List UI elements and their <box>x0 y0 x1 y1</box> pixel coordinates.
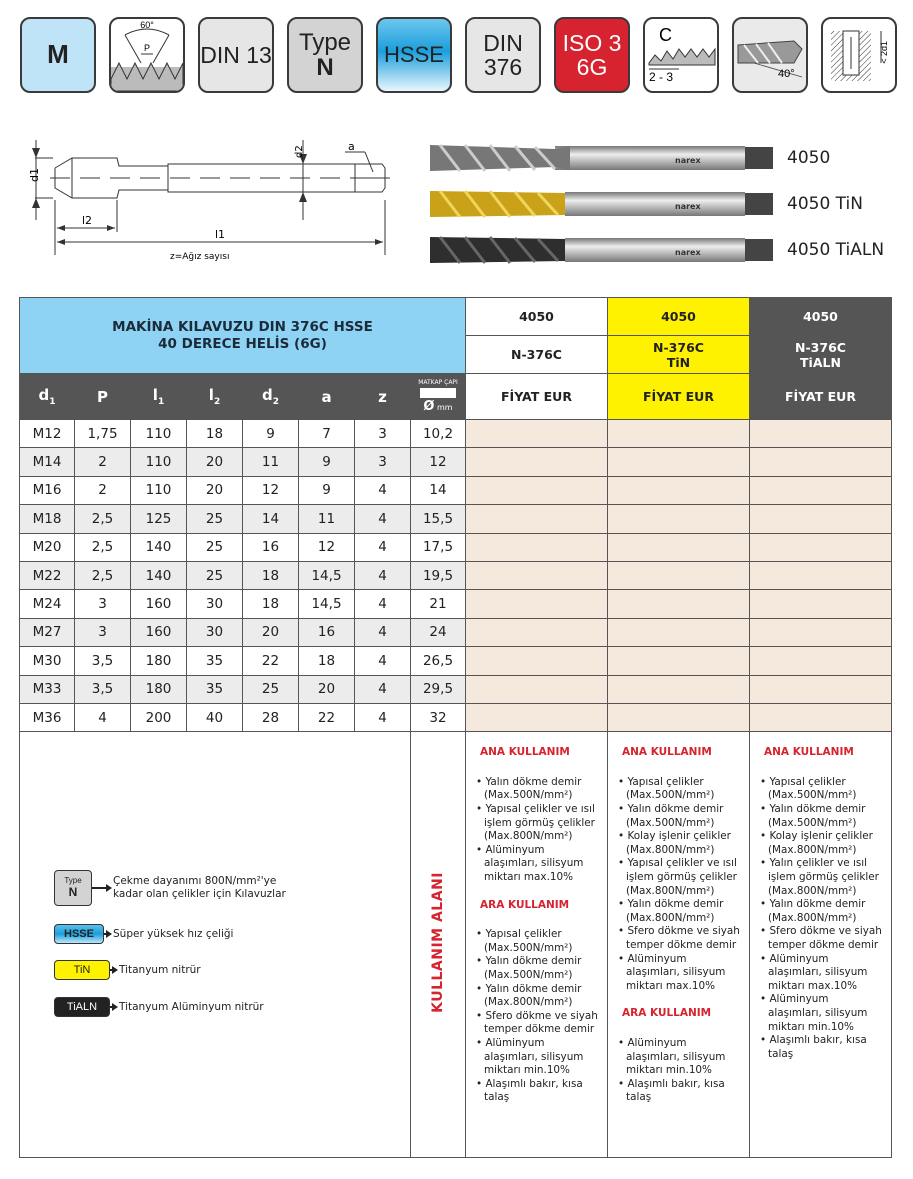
col-header-a <box>299 374 355 420</box>
col-header-sub: 1 <box>157 397 165 407</box>
l1-label: l1 <box>215 228 226 241</box>
depth-label: < 2d1 <box>879 41 889 64</box>
tin-badge: TiN <box>54 960 110 980</box>
dimension-cell: 3,5 <box>75 675 131 703</box>
table-row <box>20 647 892 675</box>
thread-size-cell: M16 <box>20 476 75 504</box>
dimension-cell: 4 <box>355 703 411 731</box>
hsse-icon <box>376 17 452 93</box>
dimension-cell: 180 <box>131 675 187 703</box>
dimension-cell: 3 <box>75 590 131 618</box>
usage-col <box>466 732 608 1158</box>
col-header-l2 <box>187 374 243 420</box>
diameter-icon: Ø <box>423 399 435 414</box>
dimension-cell: 19,5 <box>411 561 466 589</box>
dimension-cell: 11 <box>243 448 299 476</box>
price-header: FİYAT EUR <box>750 374 892 420</box>
dimension-cell: 22 <box>299 703 355 731</box>
usage-item: • Alaşımlı bakır, kısa talaş <box>474 1078 601 1105</box>
dimension-cell: 4 <box>355 675 411 703</box>
product-code: 4050 <box>466 298 608 336</box>
price-cell <box>750 476 892 504</box>
tialn-badge: TiALN <box>54 997 110 1017</box>
usage-item: • Yalın çelikler ve ısıl işlem görmüş çelikler (Max.800N/mm²) <box>758 857 885 898</box>
dimension-cell: 25 <box>187 561 243 589</box>
legend-text: Süper yüksek hız çeliği <box>113 928 234 941</box>
dimension-cell: 18 <box>299 647 355 675</box>
dimension-cell: 1,75 <box>75 420 131 448</box>
product-name-line1: N-376C <box>795 339 846 355</box>
dimension-cell: 29,5 <box>411 675 466 703</box>
usage-item: • Sfero dökme ve siyah temper dökme demir <box>474 1010 601 1037</box>
arrow-icon <box>92 887 110 889</box>
dimension-cell: 18 <box>243 590 299 618</box>
col-header-z <box>355 374 411 420</box>
product-name-line1: N-376C <box>511 347 562 362</box>
drill-unit: mm <box>437 403 453 412</box>
usage-item: • Yalın dökme demir (Max.800N/mm²) <box>616 898 743 925</box>
price-cell <box>750 505 892 533</box>
dimension-cell: 16 <box>299 618 355 646</box>
din376-line1: DIN <box>483 29 523 56</box>
dimension-cell: 2 <box>75 448 131 476</box>
chamfer-icon <box>643 17 719 93</box>
dimension-cell: 20 <box>299 675 355 703</box>
dimension-cell: 22 <box>243 647 299 675</box>
helix-angle-icon <box>732 17 808 93</box>
product-name-line2: TiALN <box>800 354 841 370</box>
price-cell <box>466 505 608 533</box>
usage-item: • Yapısal çelikler ve ısıl işlem görmüş çelikler (Max.800N/mm²) <box>474 803 601 844</box>
price-cell <box>466 590 608 618</box>
pitch-label: P <box>143 43 151 53</box>
usage-item: • Alaşımlı bakır, kısa talaş <box>616 1078 743 1105</box>
product-name <box>608 336 750 374</box>
l2-label: l2 <box>82 214 93 227</box>
type-n-badge <box>54 870 92 906</box>
price-cell <box>608 590 750 618</box>
drill-icon <box>420 388 456 398</box>
tap-dimension-diagram <box>20 130 400 270</box>
tap-label: 4050 <box>787 148 831 168</box>
col-header-sub: 2 <box>213 397 221 407</box>
dimension-cell: 4 <box>355 533 411 561</box>
din13-label: DIN 13 <box>200 41 272 68</box>
price-cell <box>608 505 750 533</box>
type-n-icon <box>287 17 363 93</box>
dimension-cell: 110 <box>131 448 187 476</box>
type-value: N <box>316 54 334 81</box>
price-cell <box>750 647 892 675</box>
table-row <box>20 505 892 533</box>
usage-item: • Alüminyum alaşımları, silisyum miktarı max.10% <box>758 953 885 994</box>
price-cell <box>750 675 892 703</box>
usage-section-title: ARA KULLANIM <box>480 898 570 911</box>
dimension-cell: 110 <box>131 476 187 504</box>
dimension-cell: 9 <box>299 476 355 504</box>
price-cell <box>750 590 892 618</box>
dimension-cell: 140 <box>131 533 187 561</box>
badge-text: N <box>68 885 78 900</box>
dimension-cell: 14,5 <box>299 590 355 618</box>
price-cell <box>466 561 608 589</box>
usage-item: • Yapısal çelikler ve ısıl işlem görmüş çelikler (Max.800N/mm²) <box>616 857 743 898</box>
dimension-cell: 4 <box>355 618 411 646</box>
dimension-cell: 32 <box>411 703 466 731</box>
tap-image-tin <box>430 187 775 221</box>
price-cell <box>608 703 750 731</box>
table-row <box>20 703 892 731</box>
price-cell <box>466 647 608 675</box>
thread-profile-icon <box>109 17 185 93</box>
usage-item: • Alüminyum alaşımları, silisyum miktarı max.10% <box>616 953 743 994</box>
arrow-icon <box>110 1006 116 1008</box>
dimension-cell: 3 <box>355 420 411 448</box>
price-header: FİYAT EUR <box>466 374 608 420</box>
diagram-caption: z=Ağız sayısı <box>170 252 230 262</box>
product-code: 4050 <box>608 298 750 336</box>
usage-side-label: KULLANIM ALANI <box>430 872 446 1014</box>
usage-section-title: ARA KULLANIM <box>622 1007 712 1020</box>
thread-size-cell: M27 <box>20 618 75 646</box>
col-header-sub: 2 <box>272 397 279 407</box>
dimension-cell: 40 <box>187 703 243 731</box>
usage-section-title: ANA KULLANIM <box>480 746 570 759</box>
tap-row <box>430 227 884 273</box>
col-header-text: d <box>38 386 50 404</box>
price-cell <box>466 533 608 561</box>
iso-line2: 6G <box>576 54 608 80</box>
hsse-badge: HSSE <box>54 924 104 944</box>
hsse-label: HSSE <box>384 42 444 68</box>
price-cell <box>608 533 750 561</box>
usage-item: • Yapısal çelikler (Max.500N/mm²) <box>616 776 743 803</box>
dimension-cell: 20 <box>243 618 299 646</box>
dimension-cell: 9 <box>243 420 299 448</box>
price-cell <box>608 476 750 504</box>
price-cell <box>608 647 750 675</box>
usage-item: • Yalın dökme demir (Max.500N/mm²) <box>474 776 601 803</box>
col-header-text: l <box>152 386 158 404</box>
dimension-cell: 30 <box>187 618 243 646</box>
dimension-cell: 25 <box>243 675 299 703</box>
din376-line2: 376 <box>483 54 523 80</box>
price-cell <box>750 561 892 589</box>
dimension-cell: 14 <box>243 505 299 533</box>
metric-thread-icon <box>20 17 96 93</box>
dimension-cell: 2,5 <box>75 505 131 533</box>
col-header-text: P <box>97 387 108 406</box>
usage-item: • Alüminyum alaşımları, silisyum miktarı min.10% <box>616 1037 743 1078</box>
price-cell <box>750 533 892 561</box>
dimension-cell: 35 <box>187 675 243 703</box>
din13-icon <box>198 17 274 93</box>
legend-item <box>54 960 201 980</box>
dimension-cell: 11 <box>299 505 355 533</box>
product-name <box>466 336 608 374</box>
thread-size-cell: M12 <box>20 420 75 448</box>
dimension-cell: 14,5 <box>299 561 355 589</box>
usage-item: • Yalın dökme demir (Max.800N/mm²) <box>474 983 601 1010</box>
chamfer-letter: C <box>659 25 672 45</box>
col-header-text: a <box>321 387 332 406</box>
dimension-cell: 18 <box>187 420 243 448</box>
usage-list <box>474 928 601 1105</box>
dimension-cell: 4 <box>355 561 411 589</box>
metric-label: M <box>47 39 69 70</box>
col-header-d2 <box>243 374 299 420</box>
price-cell <box>608 420 750 448</box>
dimension-cell: 10,2 <box>411 420 466 448</box>
type-label: Type <box>298 28 352 56</box>
usage-item: • Yalın dökme demir (Max.500N/mm²) <box>616 803 743 830</box>
badge-top: Type <box>64 876 82 886</box>
dimension-cell: 7 <box>299 420 355 448</box>
dimension-cell: 2,5 <box>75 561 131 589</box>
title-line2: 40 DERECE HELİS (6G) <box>158 335 327 352</box>
usage-item: • Yalın dökme demir (Max.800N/mm²) <box>758 898 885 925</box>
dimension-cell: 35 <box>187 647 243 675</box>
tap-row <box>430 135 884 181</box>
price-cell <box>750 448 892 476</box>
legend-text: Titanyum nitrür <box>119 964 201 977</box>
dimension-cell: 3 <box>355 448 411 476</box>
thread-size-cell: M36 <box>20 703 75 731</box>
price-cell <box>466 476 608 504</box>
dimension-cell: 12 <box>299 533 355 561</box>
table-row <box>20 476 892 504</box>
blind-hole-icon <box>821 17 897 93</box>
din376-icon <box>465 17 541 93</box>
col-header-text: d <box>261 386 273 404</box>
table-row <box>20 675 892 703</box>
angle-label: 60° <box>140 20 154 30</box>
col-header-sub: 1 <box>49 397 56 407</box>
legend-item <box>54 870 303 906</box>
usage-section-title: ANA KULLANIM <box>622 746 712 759</box>
dimension-cell: 110 <box>131 420 187 448</box>
table-title <box>20 298 466 374</box>
dimension-cell: 160 <box>131 590 187 618</box>
d2-label: d2 <box>294 145 305 158</box>
dimension-cell: 180 <box>131 647 187 675</box>
arrow-icon <box>104 933 110 935</box>
dimension-cell: 25 <box>187 533 243 561</box>
thread-size-cell: M18 <box>20 505 75 533</box>
dimension-cell: 14 <box>411 476 466 504</box>
col-header-d1 <box>20 374 75 420</box>
dimension-cell: 16 <box>243 533 299 561</box>
price-cell <box>608 675 750 703</box>
usage-item: • Alüminyum alaşımları, silisyum miktarı min.10% <box>474 1037 601 1078</box>
usage-item: • Sfero dökme ve siyah temper dökme demir <box>758 925 885 952</box>
price-cell <box>608 561 750 589</box>
col-header-l1 <box>131 374 187 420</box>
dimension-cell: 2 <box>75 476 131 504</box>
dimension-cell: 12 <box>411 448 466 476</box>
table-row <box>20 590 892 618</box>
usage-list <box>616 1037 743 1105</box>
usage-item: • Sfero dökme ve siyah temper dökme demir <box>616 925 743 952</box>
arrow-icon <box>110 969 116 971</box>
dimension-cell: 4 <box>355 647 411 675</box>
iso-line1: ISO 3 <box>562 29 622 56</box>
price-header: FİYAT EUR <box>608 374 750 420</box>
dimension-cell: 3,5 <box>75 647 131 675</box>
usage-item: • Alüminyum alaşımları, silisyum miktarı min.10% <box>758 993 885 1034</box>
product-name <box>750 336 892 374</box>
dimension-cell: 4 <box>75 703 131 731</box>
dimension-cell: 25 <box>187 505 243 533</box>
col-header-text: z <box>378 387 387 406</box>
dimension-cell: 24 <box>411 618 466 646</box>
table-row <box>20 618 892 646</box>
usage-item: • Yalın dökme demir (Max.500N/mm²) <box>474 955 601 982</box>
price-cell <box>466 420 608 448</box>
product-images <box>430 135 884 273</box>
usage-list <box>758 776 885 1061</box>
dimension-cell: 15,5 <box>411 505 466 533</box>
tap-image-uncoated <box>430 141 775 175</box>
col-header-p <box>75 374 131 420</box>
dimension-cell: 4 <box>355 590 411 618</box>
tap-image-tialn <box>430 233 775 267</box>
tap-label: 4050 TiN <box>787 194 863 214</box>
price-cell <box>750 618 892 646</box>
legend-text: Çekme dayanımı 800N/mm²'ye kadar olan çelikler için Kılavuzlar <box>113 875 286 901</box>
drill-header-top: MATKAP ÇAPI <box>418 379 458 386</box>
legend-cell <box>20 732 411 1158</box>
thread-size-cell: M30 <box>20 647 75 675</box>
usage-col <box>608 732 750 1158</box>
dimension-cell: 20 <box>187 448 243 476</box>
dimension-cell: 3 <box>75 618 131 646</box>
tap-label: 4050 TiALN <box>787 240 885 260</box>
usage-side-label-cell <box>411 732 466 1158</box>
dimension-cell: 160 <box>131 618 187 646</box>
price-cell <box>466 618 608 646</box>
usage-item: • Yalın dökme demir (Max.500N/mm²) <box>758 803 885 830</box>
dimension-cell: 4 <box>355 476 411 504</box>
brand-label: narex <box>675 156 701 165</box>
thread-size-cell: M24 <box>20 590 75 618</box>
dimension-cell: 21 <box>411 590 466 618</box>
dimension-cell: 2,5 <box>75 533 131 561</box>
dimension-cell: 26,5 <box>411 647 466 675</box>
thread-size-cell: M22 <box>20 561 75 589</box>
iso-tolerance-icon <box>554 17 630 93</box>
dimension-cell: 20 <box>187 476 243 504</box>
price-cell <box>466 448 608 476</box>
product-name-line2: TiN <box>666 354 691 370</box>
usage-list <box>616 776 743 994</box>
thread-size-cell: M14 <box>20 448 75 476</box>
title-line1: MAKİNA KILAVUZU DIN 376C HSSE <box>112 318 373 335</box>
legend-item <box>54 924 233 944</box>
chamfer-range: 2 - 3 <box>649 70 674 84</box>
col-header-drill <box>411 374 466 420</box>
dimension-cell: 28 <box>243 703 299 731</box>
brand-label: narex <box>675 248 701 257</box>
table-row <box>20 561 892 589</box>
dimension-cell: 4 <box>355 505 411 533</box>
product-code: 4050 <box>750 298 892 336</box>
usage-item: • Kolay işlenir çelikler (Max.800N/mm²) <box>758 830 885 857</box>
tap-row <box>430 181 884 227</box>
table-row <box>20 448 892 476</box>
table-row <box>20 420 892 448</box>
thread-size-cell: M20 <box>20 533 75 561</box>
dimension-cell: 18 <box>243 561 299 589</box>
dimension-cell: 30 <box>187 590 243 618</box>
price-cell <box>608 618 750 646</box>
price-cell <box>608 448 750 476</box>
usage-item: • Yapısal çelikler (Max.500N/mm²) <box>474 928 601 955</box>
usage-item: • Yapısal çelikler (Max.500N/mm²) <box>758 776 885 803</box>
dimension-cell: 12 <box>243 476 299 504</box>
dimension-cell: 17,5 <box>411 533 466 561</box>
dimension-cell: 140 <box>131 561 187 589</box>
table-row <box>20 533 892 561</box>
thread-size-cell: M33 <box>20 675 75 703</box>
legend-item <box>54 997 264 1017</box>
usage-item: • Kolay işlenir çelikler (Max.800N/mm²) <box>616 830 743 857</box>
dimension-cell: 9 <box>299 448 355 476</box>
brand-label: narex <box>675 202 701 211</box>
product-name-line1: N-376C <box>653 339 704 355</box>
price-cell <box>466 675 608 703</box>
usage-list <box>474 776 601 885</box>
dimension-cell: 200 <box>131 703 187 731</box>
price-cell <box>466 703 608 731</box>
a-label: a <box>348 140 355 153</box>
feature-icon-strip <box>20 17 897 93</box>
legend-text: Titanyum Alüminyum nitrür <box>119 1001 264 1014</box>
d1-label: d1 <box>28 168 41 182</box>
col-header-text: l <box>208 386 214 404</box>
usage-section-title: ANA KULLANIM <box>764 746 854 759</box>
product-table <box>19 297 892 1158</box>
usage-item: • Alaşımlı bakır, kısa talaş <box>758 1034 885 1061</box>
usage-item: • Alüminyum alaşımları, silisyum miktarı max.10% <box>474 844 601 885</box>
usage-col <box>750 732 892 1158</box>
dimension-cell: 125 <box>131 505 187 533</box>
price-cell <box>750 703 892 731</box>
helix-angle-label: 40° <box>778 68 795 80</box>
price-cell <box>750 420 892 448</box>
